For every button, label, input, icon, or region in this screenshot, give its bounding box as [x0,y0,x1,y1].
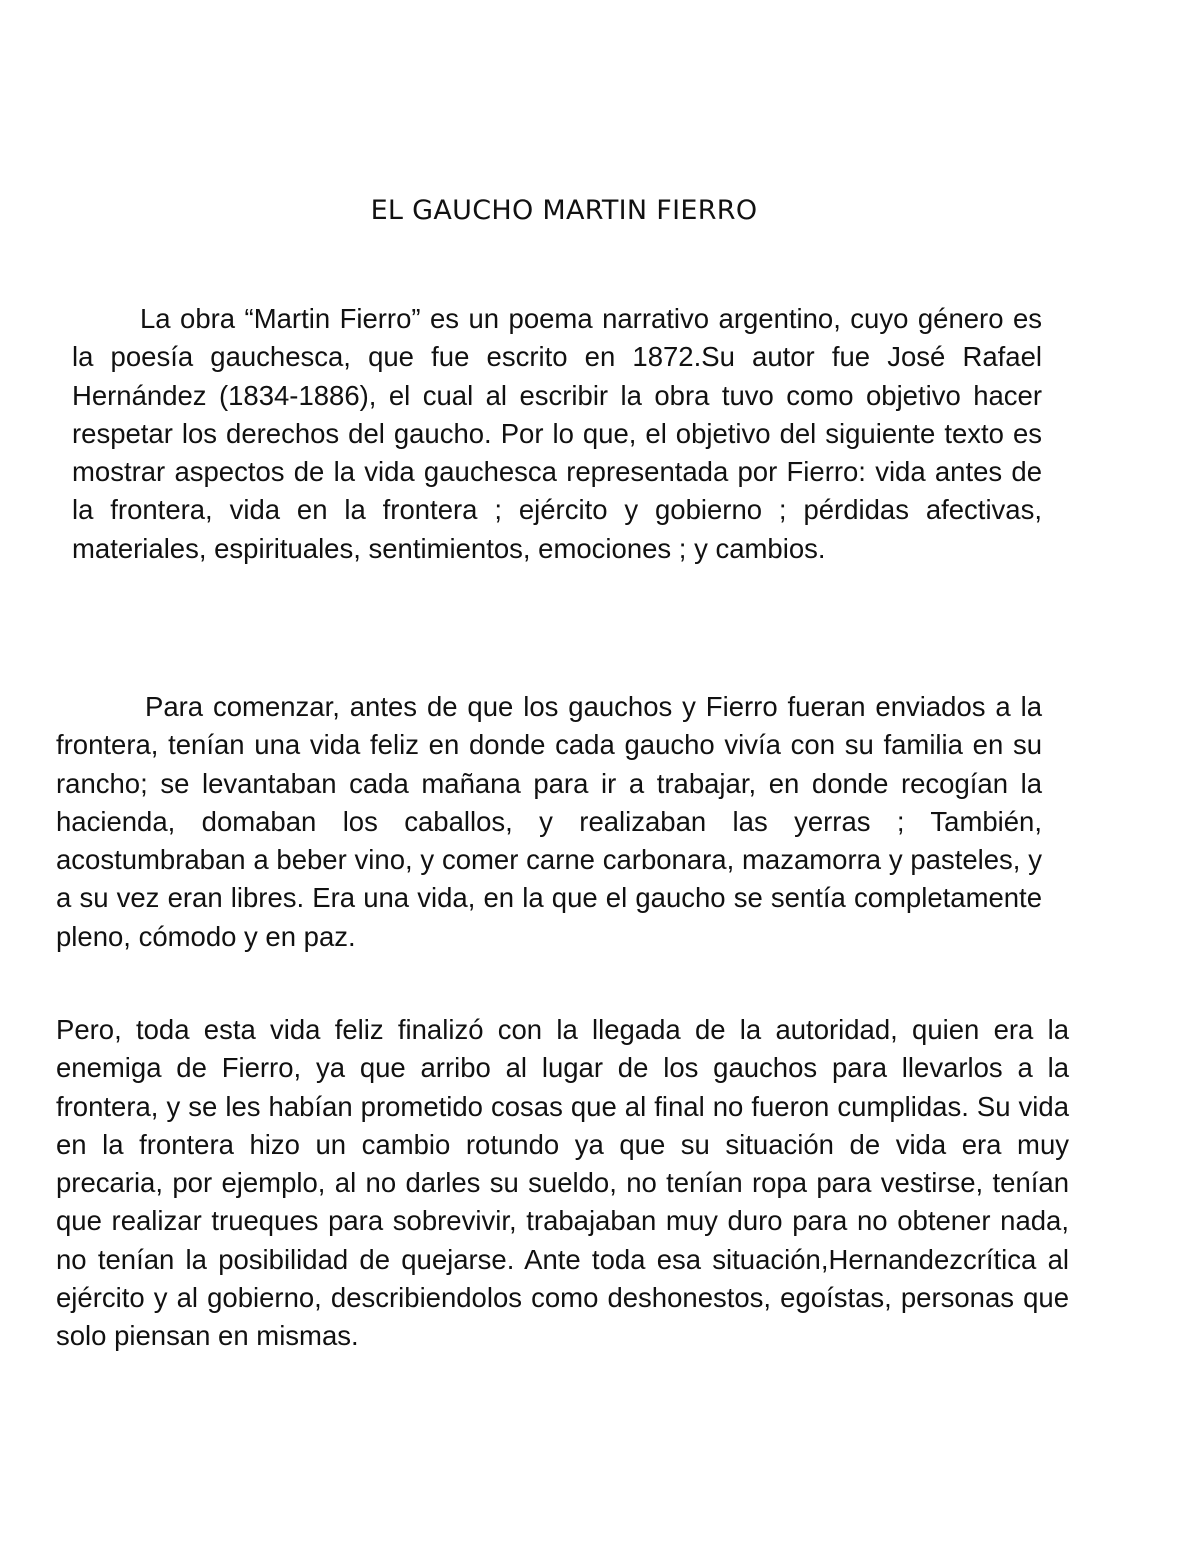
document-title: EL GAUCHO MARTIN FIERRO [370,195,758,226]
paragraph-introduction: La obra “Martin Fierro” es un poema narrativo argentino, cuyo género es la poesía gauchesca, que fue escrito en 1872.Su autor fue José Rafael Hernández (1834-1886), el cual al escribir la obra tuvo como objetivo hacer respetar los derechos del gaucho. Por lo que, el objetivo del siguiente texto es mostrar aspectos de la vida gauchesca representada por Fierro: vida antes de la frontera, vida en la frontera ; ejército y gobierno ; pérdidas afectivas, materiales, espirituales, sentimientos, emociones ; y cambios. [72,303,1042,564]
paragraph-life-in-frontier: Pero, toda esta vida feliz finalizó con la llegada de la autoridad, quien era la enemiga de Fierro, ya que arribo al lugar de los gauchos para llevarlos a la frontera, y se les habían prometido cosas que al final no fueron cumplidas. Su vida en la frontera hizo un cambio rotundo ya que su situación de vida era muy precaria, por ejemplo, al no darles su sueldo, no tenían ropa para vestirse, tenían que realizar trueques para sobrevivir, trabajaban muy duro para no obtener nada, no tenían la posibilidad de quejarse. Ante toda esa situación,Hernandezcrítica al ejército y al gobierno, describiendolos como deshonestos, egoístas, personas que solo piensan en mismas. [56,1014,1069,1352]
paragraph-life-before-frontier: Para comenzar, antes de que los gauchos y Fierro fueran enviados a la frontera, tenían una vida feliz en donde cada gaucho vivía con su familia en su rancho; se levantaban cada mañana para ir a trabajar, en donde recogían la hacienda, domaban los caballos, y realizaban las yerras ; También, acostumbraban a beber vino, y comer carne carbonara, mazamorra y pasteles, y a su vez eran libres. Era una vida, en la que el gaucho se sentía completamente pleno, cómodo y en paz. [56,691,1042,952]
